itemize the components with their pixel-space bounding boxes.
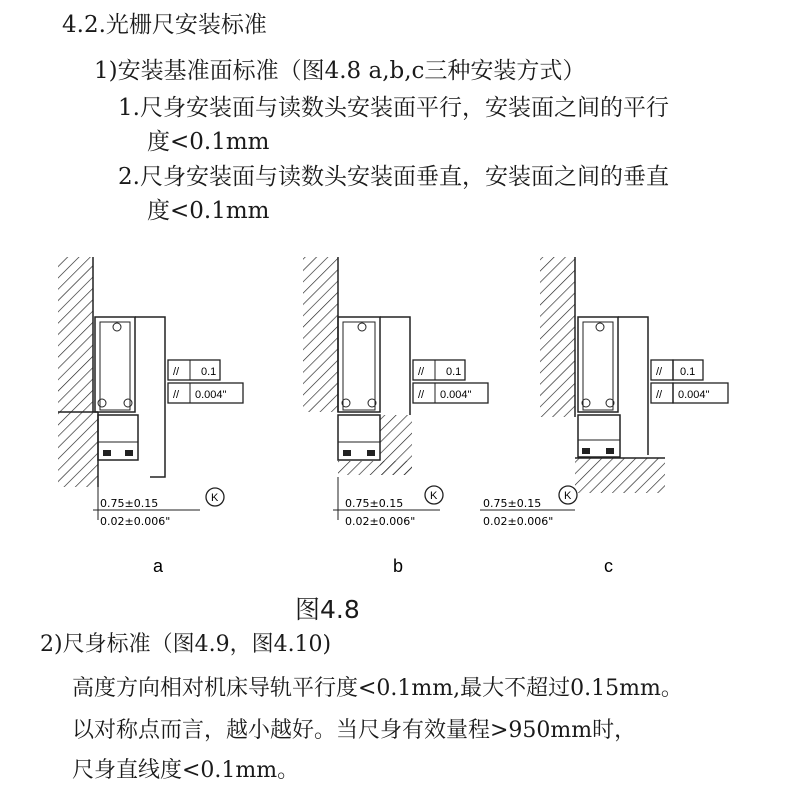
scale-body-line3: 尺身直线度<0.1mm。 bbox=[72, 758, 300, 783]
subsection-title-scale-body: 2)尺身标准（图4.9，图4.10) bbox=[40, 632, 332, 657]
dimension-c1: 0.75±0.15 bbox=[483, 497, 542, 510]
k-mark-c: K bbox=[564, 490, 572, 502]
section-heading: 4.2.光栅尺安装标准 bbox=[62, 12, 267, 38]
svg-text://: // bbox=[418, 389, 425, 401]
figure-caption: 图4.8 bbox=[295, 595, 360, 624]
installation-diagrams bbox=[0, 245, 800, 590]
svg-text://: // bbox=[656, 389, 663, 401]
tolerance-value-a2: 0.004" bbox=[195, 389, 227, 401]
diagram-label-b: b bbox=[393, 556, 404, 576]
tolerance-value-a1: 0.1 bbox=[201, 366, 217, 378]
diagram-c bbox=[480, 257, 728, 510]
scale-body-line1: 高度方向相对机床导轨平行度<0.1mm,最大不超过0.15mm。 bbox=[72, 676, 683, 701]
item2-line2: 度<0.1mm bbox=[147, 198, 270, 224]
svg-text://: // bbox=[656, 366, 663, 378]
subsection-title-mounting-surface: 1)安装基准面标准（图4.8 a,b,c三种安装方式） bbox=[94, 58, 586, 84]
dimension-b1: 0.75±0.15 bbox=[345, 497, 404, 510]
diagram-label-c: c bbox=[604, 556, 613, 576]
diagram-label-a: a bbox=[153, 556, 164, 576]
item1-line1: 1.尺身安装面与读数头安装面平行，安装面之间的平行 bbox=[118, 95, 669, 121]
tolerance-value-c2: 0.004" bbox=[678, 389, 710, 401]
tolerance-value-b1: 0.1 bbox=[446, 366, 462, 378]
k-mark-a: K bbox=[211, 492, 219, 504]
dimension-a1: 0.75±0.15 bbox=[100, 497, 159, 510]
k-mark-b: K bbox=[430, 490, 438, 502]
item2-line1: 2.尺身安装面与读数头安装面垂直，安装面之间的垂直 bbox=[118, 164, 669, 190]
scale-body-line2: 以对称点而言，越小越好。当尺身有效量程>950mm时， bbox=[72, 718, 637, 743]
tolerance-value-c1: 0.1 bbox=[680, 366, 696, 378]
tolerance-value-b2: 0.004" bbox=[440, 389, 472, 401]
svg-text://: // bbox=[173, 389, 180, 401]
item1-line2: 度<0.1mm bbox=[147, 129, 270, 155]
dimension-b2: 0.02±0.006" bbox=[345, 515, 416, 528]
dimension-c2: 0.02±0.006" bbox=[483, 515, 554, 528]
svg-text://: // bbox=[418, 366, 425, 378]
dimension-a2: 0.02±0.006" bbox=[100, 515, 171, 528]
svg-text://: // bbox=[173, 366, 180, 378]
